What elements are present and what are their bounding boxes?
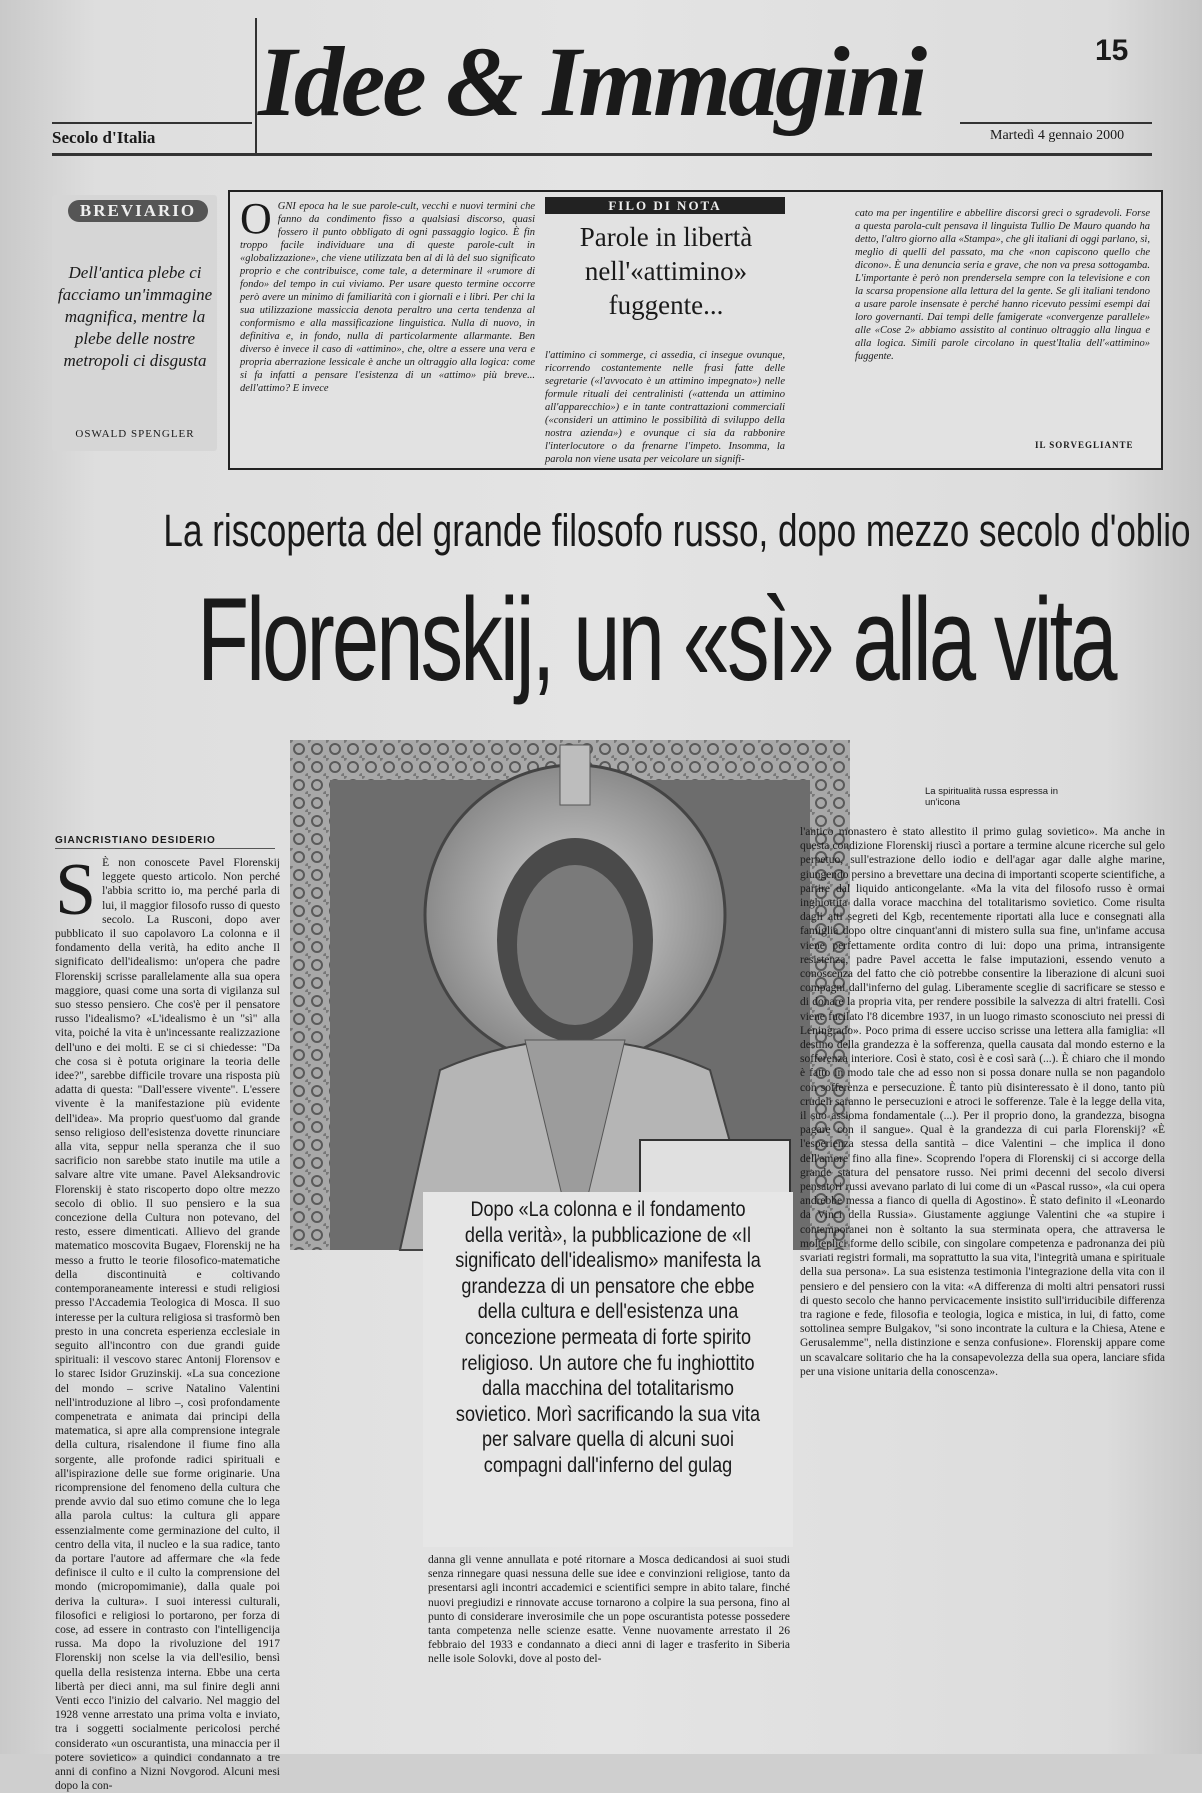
filo-di-nota-headline: Parole in libertà nell'«attimino» fuggente... <box>579 222 753 320</box>
breviario-author: OSWALD SPENGLER <box>75 428 195 440</box>
nota-column-3: cato ma per ingentilire e abbellire discorsi greci o sgradevoli. Forse a questa parola-cult pensava il linguista Tullio De Mauro quando ha detto, l'altro giorno alla «Stampa», che gli italiani di oggi parlano, sì, meglio di quelli del passato, ma che «non capiscono quello che dicono». È una denuncia seria e grave, che non va presa sottogamba. L'importante è però non prendersela sempre con la televisione e con la scarsa propensione alla lettura del la gente. Se gli italiani tendono a usare parole insensate è perché hanno ricevuto pessimi esempi dai loro governanti. Dai tempi delle famigerate «convergenze parallele» alle «Cose 2» abbiamo assistito al continuo oltraggio alla lingua e alla logica. Simili parole circolano in quest'Italia dell'«attimino» fuggente. <box>855 208 1150 362</box>
icon-image <box>290 740 850 1250</box>
filo-di-nota-label: FILO DI NOTA <box>545 197 785 214</box>
nota-drop-cap: O <box>240 194 272 243</box>
image-caption: La spiritualità russa espressa in un'icona <box>925 786 1059 808</box>
article-column-bottom: danna gli venne annullata e poté ritornare a Mosca dedicandosi ai suoi studi senza rinnegare quasi nessuna delle sue idee e convinzioni religiose, tanto da presentarsi agli incontri accademici e scientifici sempre in abito talare, finché nuovi pregiudizi e rinnovate accuse tornarono a colpire la sua persona, fino al punto di considerare inverosimile che un pope oscurantista potesse possedere tanta competenza nelle scienze esatte. Venne nuovamente arrestato il 26 febbraio del 1933 e condannato a dieci anni di lager e trasferito in Siberia nelle isole Solovki, dove al posto del- <box>428 1554 790 1666</box>
nota-col1-text: GNI epoca ha le sue parole-cult, vecchi e nuovi termini che fanno da condimento fisso a qualsiasi discorso, quasi fossero il punto obbligato di ogni passaggio logico. È fin troppo facile individuare una di queste parole-cult in «globalizzazione», che viene utilizzata ben al di là del suo significato proprio e che contribuisce, come tale, a determinare il «rumore di fondo» del tempo in cui viviamo. Per usare questo termine occorre però avere un minimo di familiarità con i giornali e i libri. Per chi la sua utilizzazione massiccia denota peraltro una certa tendenza al conformismo e alla massificazione linguistica. Nulla di nuovo, in definitiva e, in fondo, nulla di particolarmente allarmante. Ben diverso è invece il caso di «attimino», che, oltre a essere una vera e propria aberrazione lessicale è anche un oltraggio alla logica: come si fa infatti a pensare l'esistenza di un «attimo» più breve... dell'attimo? E invece <box>240 201 535 394</box>
section-masthead: Idee & Immagini <box>258 26 925 137</box>
article-kicker: La riscoperta del grande filosofo russo, dopo mezzo secolo d'oblio <box>163 505 1191 556</box>
header-rule-left <box>52 122 252 124</box>
article-column-1 <box>55 849 280 1793</box>
breviario-quote: Dell'antica plebe ci facciamo un'immagine magnifica, mentre la plebe delle nostre metropoli ci disgusta <box>57 263 213 370</box>
article-column-right: l'antico monastero è stato allestito il primo gulag sovietico». Ma anche in questa condizione Florenskij riuscì a portare a termine alcune ricerche sul gelo perpetuo, sull'estrazione dello iodio e dell'agar agar dalle alghe marine, giungendo persino a brevettare una decina di importanti scoperte scientifiche, a partire dal liquido anticongelante. «Ma la vita del filosofo russo è ormai inghiottita dalla vorace macchina del totalitarismo sovietico. Come risulta dagli atti segreti del Kgb, recentemente riportati alla luce e consegnati alla famiglia dopo oltre cinquant'anni di mistero sulla sua fine, un'infame accusa viene perfettamente ordita contro di lui: dopo una prima, intransigente resistenza, padre Pavel accetta le false imputazioni, essendo venuto a conoscenza del fatto che ciò potrebbe consentire la liberazione di alcuni suoi compagni dall'inferno del gulag. Liberamente sceglie di sacrificare se stesso e di donare la propria vita, per rendere possibile la salvezza di altri fratelli. Così viene fucilato l'8 dicembre 1937, in un luogo rimasto sconosciuto nei pressi di Leningrado». Poco prima di essere ucciso scrisse una lettera alla famiglia: «Il destino della grandezza è la sofferenza, quella causata dal mondo esterno e la sofferenza interiore. Così è stato, così è e così sarà (...). È chiaro che il mondo è fatto in modo tale che ad esso non si possa donare nulla se non pagandolo con sofferenza e persecuzione. È tanto più disinteressato è il dono, tanto più crudeli saranno le persecuzioni e atroci le sofferenze. Tale è la legge della vita, il suo assioma fondamentale (...). Per il proprio dono, la grandezza, bisogna pagare con il sangue». Qual è la grandezza di cui parla Florenskij? «È l'esperienza stessa della santità – dice Valentini – che implica il dono dell'amore fino alla fine». Scoprendo l'opera di Florenskij ci si accorge della grande statura del pensatore russo. Nei primi decenni del secolo diversi pensatori russi avevano parlato di lui come di un «Pascal russo», «la cui opera andrebbe messa a fianco di quella di Agostino». È stato definito il «Leonardo da Vinci della Russia». Giustamente aggiunge Valentini che «a stupire i contemporanei non è soltanto la sua sterminata opera, che attraversa le molteplici forme dello scibile, con singolare competenza e padronanza dei più svariati registri formali, ma soprattutto la sua vita, l'integrità umana e spirituale della sua persona». La sua esistenza testimonia l'integrazione della vita con il pensiero e del pensiero con la vita: «A differenza di molti altri pensatori russi di questo secolo che hanno pervicacemente insistito sull'irriducibile differenza tra ragione e fede, filosofia e teologia, logica e mistica, in lui, di fatto, come sottolinea sempre Bulgakov, "si sono incontrate la cultura e la Chiesa, Atene e Gerusalemme", nella distinzione e senza confusione». Florenskij appare come un scavalcare solitario che ha la consapevolezza della sua opera, lanciare sfida per una visione unitaria della conoscenza». <box>800 826 1165 1378</box>
nota-signature: IL SORVEGLIANTE <box>1035 440 1134 450</box>
christ-icon-illustration <box>290 740 850 1250</box>
page-number: 15 <box>1095 34 1129 67</box>
header-rule-bottom <box>52 153 1152 156</box>
newspaper-name: Secolo d'Italia <box>52 128 156 147</box>
article-title: Florenskij, un «sì» alla vita <box>197 574 1115 706</box>
article-drop-cap: S <box>55 849 97 931</box>
nota-column-1 <box>240 194 535 462</box>
article-author: GIANCRISTIANO DESIDERIO <box>55 835 275 849</box>
issue-date: Martedì 4 gennaio 2000 <box>990 128 1125 143</box>
pull-quote-text: Dopo «La colonna e il fondamento della verità», la pubblicazione de «Il significato dell'idealismo» manifesta la grandezza di un pensatore che ebbe della cultura e dell'esistenza una concezione permeata di forte spirito religioso. Un autore che fu inghiottito dalla macchina del totalitarismo sovietico. Morì sacrificando la sua vita per salvare quella di alcuni suoi compagni dall'inferno del gulag <box>455 1198 761 1477</box>
masthead-side-rule <box>255 18 257 153</box>
header-rule-right <box>960 122 1152 124</box>
article-col1-text: È non conoscete Pavel Florenskij leggete questo articolo. Non perché l'abbia scritto io, ma perché parla di lui, il maggior filosofo russo di questo secolo. La Rusconi, dopo aver pubblicato il suo capolavoro La colonna e il fondamento della verità, ha edito anche Il significato dell'idealismo: un'opera che padre Florenskij scrisse parallelamente alla sua opera maggiore, quasi come una sorta di vigilanza sul suo stesso pensiero. Che cos'è per il pensatore russo l'idealismo? «L'idealismo è un "sì" alla vita, poiché la vita è un'incessante realizzazione dell'uno e dei molti. E se ci si chiedesse: "Da che cosa si è potuta originare la teoria delle idee?", sarebbe difficile trovare una risposta più adatta di questa: "Dall'essere vivente". L'essere vivente è la manifestazione più evidente dell'idea». Ma proprio quest'uomo dal grande senso religioso dell'esistenza dovette rinunciare alla vita, seppur nella speranza che il suo sacrificio non sarebbe stato inutile ma utile a salvare altre vite umane. Pavel Aleksandrovic Florenskij è stato riscoperto dopo oltre mezzo secolo di oblio. Il suo pensiero e la sua concezione della Cultura non potevano, del resto, essere dimenticati. Allievo del grande matematico moscovita Bugaev, Florenskij ne ha messo a frutto le teorie filosofico-matematiche della discontinuità e coltivando contemporaneamente interessi e studi religiosi presso l'Accademia Teologica di Mosca. Il suo interesse per la cultura religiosa si trasformò ben presto in una concreta esperienza ecclesiale in seguito all'incontro con due grandi guide spirituali: il vescovo starec Antonij Florensov e lo starec Isidor Gruzinskij. «La sua concezione del mondo – scrive Natalino Valentini nell'introduzione al libro –, così profondamente compenetrata e animata dai principi della matematica, si apre alla comprensione integrale della cultura, risalendone il fiume fino alla sorgente, alle profonde radici spirituali e all'ispirazione delle sue forme originarie. Una ricomprensione del fenomeno della cultura che prende avvio dal suo etimo comune che lo lega alla parola cultus: la cultura gli appare essenzialmente come germinazione del culto, il centro della vita, il nucleo e la sua radice, tanto da portare l'autore ad affermare che «la fede definisce il culto e il culto la comprensione del mondo (micropomimanie), dalla quale poi deriva la cultura». I suoi interessi culturali, filosofici e religiosi lo portarono, per forza di cose, ad essere in contrasto con l'intelligencija russa. Ma dopo la rivoluzione del 1917 Florenskij non scelse la via dell'esilio, bensì quella della resistenza interna. Ebbe una certa libertà per dieci anni, ma sul finire degli anni Venti ecco l'inizio del calvario. Nel maggio del 1928 venne arrestato una prima volta e inviato, tra i soggetti socialmente pericolosi perché considerato «un oscurantista, una minaccia per il potere sovietico» a quindici condannato a tre anni di confino a Nizni Novgorod. Alcuni mesi dopo la con- <box>55 857 280 1793</box>
nota-column-2: l'attimino ci sommerge, ci assedia, ci insegue ovunque, ricorrendo costantemente nelle frasi fatte delle segretarie («l'avvocato è un attimino impegnato») nelle formule rituali dei centralinisti («attenda un attimino all'apparecchio») e in tante contrattazioni commerciali («consideri un attimino le possibilità di sviluppo della nostra azienda») e ovunque ci sia da rabbonire l'interlocutore o da frenarne l'impeto. Insomma, la parola non viene usata per veicolare un signifi- <box>545 350 785 465</box>
breviario-label: BREVIARIO <box>68 200 208 222</box>
